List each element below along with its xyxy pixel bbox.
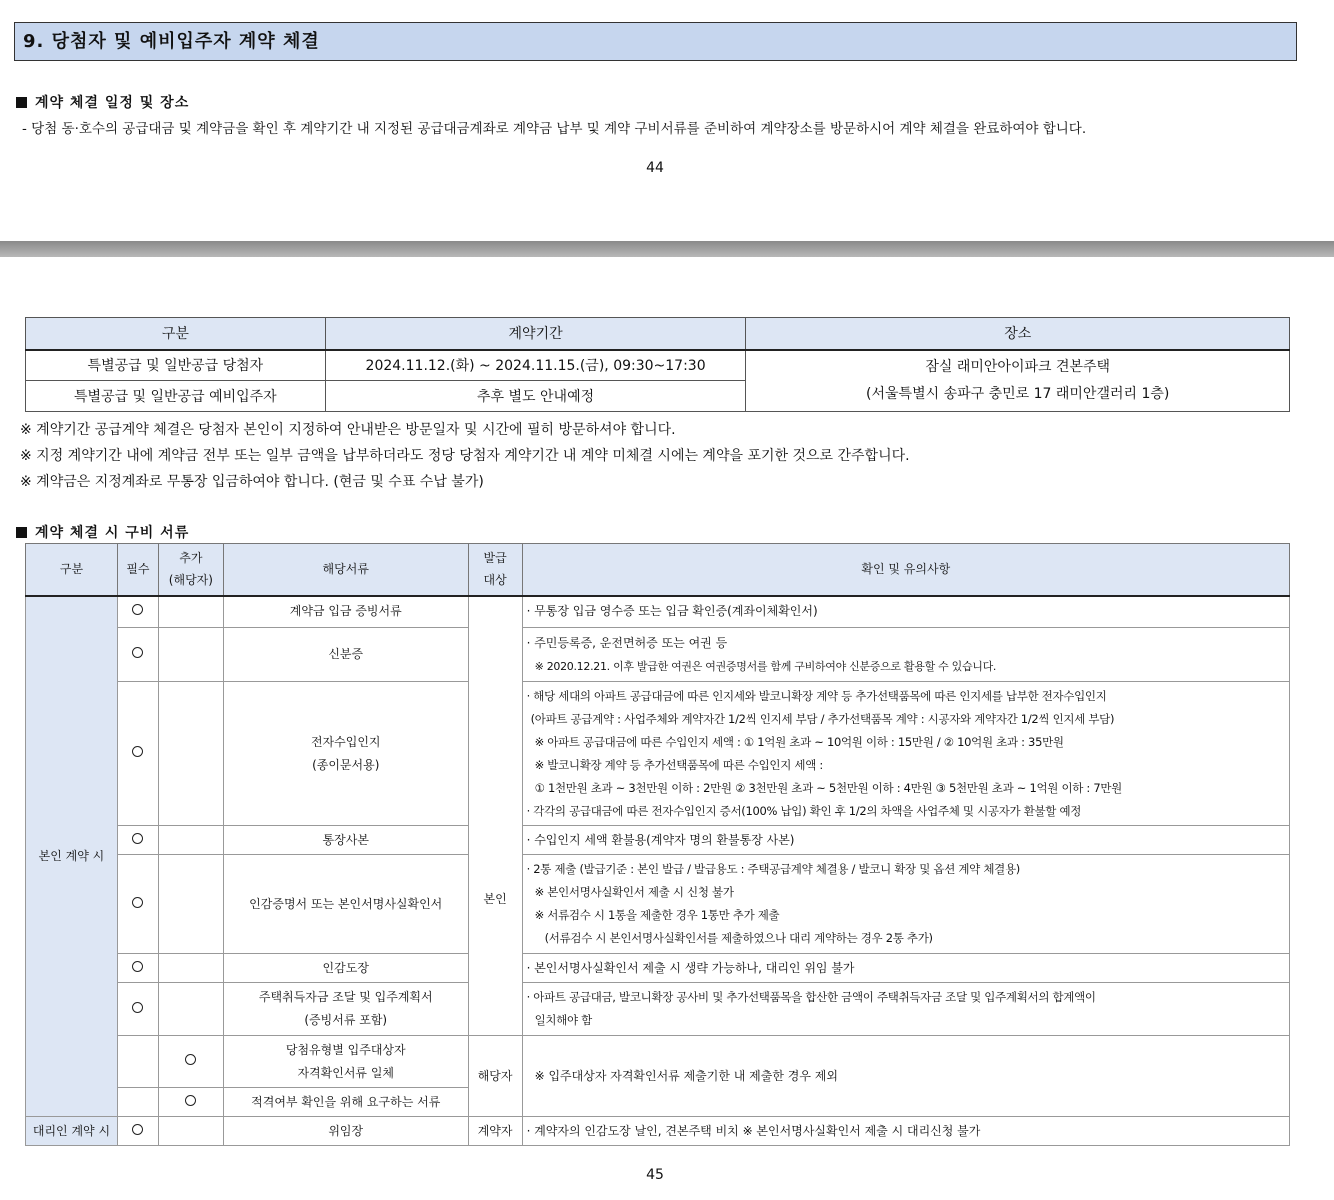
remarks: · 주민등록증, 운전면허증 또는 여권 등 ※ 2020.12.21. 이후 발급한 여권은 여권증명서를 함께 구비하여야 신분증으로 활용할 수 있습니다. (522, 628, 1289, 682)
extra-mark (158, 954, 223, 983)
table-row (26, 1117, 1290, 1146)
remarks: · 2통 제출 (발급기준 : 본인 발급 / 발급용도 : 주택공급계약 체결용 / 발코니 확장 및 옵션 계약 체결용) ※ 본인서명사실확인서 제출 시 신청 불가 ※ 서류검수 시 1통을 제출한 경우 1통만 추가 제출 (서류검수 시 본인서명사실확인서를 제출하였으나 대리 계약하는 경우 2통 추가) (522, 855, 1289, 954)
header-remarks: 확인 및 유의사항 (522, 544, 1289, 596)
place-line-1: 잠실 래미안아이파크 견본주택 (925, 358, 1111, 375)
extra-mark (158, 855, 223, 954)
circle-icon (132, 746, 143, 757)
circle-icon (132, 1124, 143, 1135)
header-category: 구분 (26, 318, 326, 350)
remarks: · 아파트 공급대금, 발코니확장 공사비 및 추가선택품목을 합산한 금액이 주택취득자금 조달 및 입주계획서의 합계액이 일치해야 함 (522, 983, 1289, 1036)
remarks: · 해당 세대의 아파트 공급대금에 따른 인지세와 발코니확장 계약 등 추가선택품목에 따른 인지세를 납부한 전자수입인지 (아파트 공급계약 : 사업주체와 계약자간 1/2씩 인지세 부담 / 추가선택품목 계약 : 시공자와 계약자간 1/2씩 인지세 부담) ※ 아파트 공급대금에 따른 수입인지 세액 : ① 1억원 초과 ~ 10억원 이하 : 15만원 / ② 10억원 초과 : 35만원 ※ 발코니확장 계약 등 추가선택품목에 따른 수입인지 세액 : ① 1천만원 초과 ~ 3천만원 이하 : 2만원 ② 3천만원 초과 ~ 5천만원 이하 : 4만원 ③ 5천만원 초과 ~ 1억원 이하 : 7만원 · 각각의 공급대금에 따른 전자수입인지 증서(100% 납입) 확인 후 1/2의 차액을 사업주체 및 시공자가 환불할 예정 (522, 682, 1289, 826)
remarks: · 계약자의 인감도장 날인, 견본주택 비치 ※ 본인서명사실확인서 제출 시 대리신청 불가 (522, 1117, 1289, 1146)
page-number-bottom: 45 (646, 1167, 664, 1183)
extra-mark (158, 596, 223, 628)
table-row (26, 954, 1290, 983)
remarks: · 수입인지 세액 환불용(계약자 명의 환불통장 사본) (522, 826, 1289, 855)
row-category: 특별공급 및 일반공급 당첨자 (26, 350, 326, 381)
extra-mark (158, 1117, 223, 1146)
document-name: 통장사본 (223, 826, 468, 855)
required-mark (117, 855, 158, 954)
extra-mark (158, 1088, 223, 1117)
extra-mark (158, 1036, 223, 1088)
document-name: 인감증명서 또는 본인서명사실확인서 (223, 855, 468, 954)
contract-schedule-table (25, 317, 1290, 412)
place-cell (746, 350, 1290, 412)
documents-table (25, 543, 1290, 1146)
document-name: 신분증 (223, 628, 468, 682)
row-period: 2024.11.12.(화) ~ 2024.11.15.(금), 09:30~17:30 (325, 350, 746, 381)
header-document: 해당서류 (223, 544, 468, 596)
page-number-top: 44 (646, 160, 664, 176)
remarks: ※ 입주대상자 자격확인서류 제출기한 내 제출한 경우 제외 (522, 1036, 1289, 1117)
note-3: ※ 계약금은 지정계좌로 무통장 입금하여야 합니다. (현금 및 수표 수납 불가) (20, 474, 484, 490)
header-required: 필수 (117, 544, 158, 596)
extra-mark (158, 983, 223, 1036)
document-name: 적격여부 확인을 위해 요구하는 서류 (223, 1088, 468, 1117)
required-mark (117, 983, 158, 1036)
table-header-row (26, 318, 1290, 350)
document-name: 계약금 입금 증빙서류 (223, 596, 468, 628)
note-2: ※ 지정 계약기간 내에 계약금 전부 또는 일부 금액을 납부하더라도 정당 당첨자 계약기간 내 계약 미체결 시에는 계약을 포기한 것으로 간주합니다. (20, 448, 910, 464)
header-period: 계약기간 (325, 318, 746, 350)
required-mark (117, 596, 158, 628)
circle-icon (132, 1002, 143, 1013)
header-place: 장소 (746, 318, 1290, 350)
issuer-contractor: 계약자 (468, 1117, 522, 1146)
remarks: · 본인서명사실확인서 제출 시 생략 가능하나, 대리인 위임 불가 (522, 954, 1289, 983)
header-issuer: 발급 대상 (468, 544, 522, 596)
table-row (26, 682, 1290, 826)
required-mark (117, 1036, 158, 1088)
document-name: 위임장 (223, 1117, 468, 1146)
section-title: 9. 당첨자 및 예비입주자 계약 체결 (14, 22, 1297, 61)
extra-mark (158, 826, 223, 855)
documents-heading: 계약 체결 시 구비 서류 (16, 522, 189, 542)
header-extra: 추가 (해당자) (158, 544, 223, 596)
table-row (26, 628, 1290, 682)
document-name: 주택취득자금 조달 및 입주계획서 (증빙서류 포함) (223, 983, 468, 1036)
extra-mark (158, 682, 223, 826)
header-category: 구분 (26, 544, 118, 596)
table-row (26, 983, 1290, 1036)
proxy-contract-label: 대리인 계약 시 (26, 1117, 118, 1146)
row-period: 추후 별도 안내예정 (325, 381, 746, 412)
square-bullet-icon (16, 97, 27, 108)
table-row (26, 855, 1290, 954)
circle-icon (132, 604, 143, 615)
note-1: ※ 계약기간 공급계약 체결은 당첨자 본인이 지정하여 안내받은 방문일자 및 시간에 필히 방문하셔야 합니다. (20, 422, 676, 438)
extra-mark (158, 628, 223, 682)
circle-icon (132, 833, 143, 844)
page-divider (0, 241, 1334, 257)
circle-icon (132, 647, 143, 658)
schedule-heading: 계약 체결 일정 및 장소 (16, 92, 189, 112)
required-mark (117, 826, 158, 855)
document-name: 인감도장 (223, 954, 468, 983)
table-row (26, 826, 1290, 855)
required-mark (117, 954, 158, 983)
document-name: 전자수입인지 (종이문서용) (223, 682, 468, 826)
required-mark (117, 1117, 158, 1146)
issuer-applicable: 해당자 (468, 1036, 522, 1117)
document-name: 당첨유형별 입주대상자 자격확인서류 일체 (223, 1036, 468, 1088)
place-line-2: (서울특별시 송파구 충민로 17 래미안갤러리 1층) (866, 385, 1170, 402)
circle-icon (185, 1054, 196, 1065)
table-row (26, 1036, 1290, 1088)
self-contract-label: 본인 계약 시 (26, 596, 118, 1117)
square-bullet-icon (16, 527, 27, 538)
issuer-self: 본인 (468, 596, 522, 1036)
table-row (26, 596, 1290, 628)
circle-icon (185, 1095, 196, 1106)
required-mark (117, 628, 158, 682)
table-header-row (26, 544, 1290, 596)
required-mark (117, 1088, 158, 1117)
remarks: · 무통장 입금 영수증 또는 입금 확인증(계좌이체확인서) (522, 596, 1289, 628)
table-row (26, 350, 1290, 381)
circle-icon (132, 961, 143, 972)
schedule-intro: - 당첨 동·호수의 공급대금 및 계약금을 확인 후 계약기간 내 지정된 공급대금계좌로 계약금 납부 및 계약 구비서류를 준비하여 계약장소를 방문하시어 계약 체결을 완료하여야 합니다. (22, 121, 1087, 137)
row-category: 특별공급 및 일반공급 예비입주자 (26, 381, 326, 412)
circle-icon (132, 897, 143, 908)
required-mark (117, 682, 158, 826)
